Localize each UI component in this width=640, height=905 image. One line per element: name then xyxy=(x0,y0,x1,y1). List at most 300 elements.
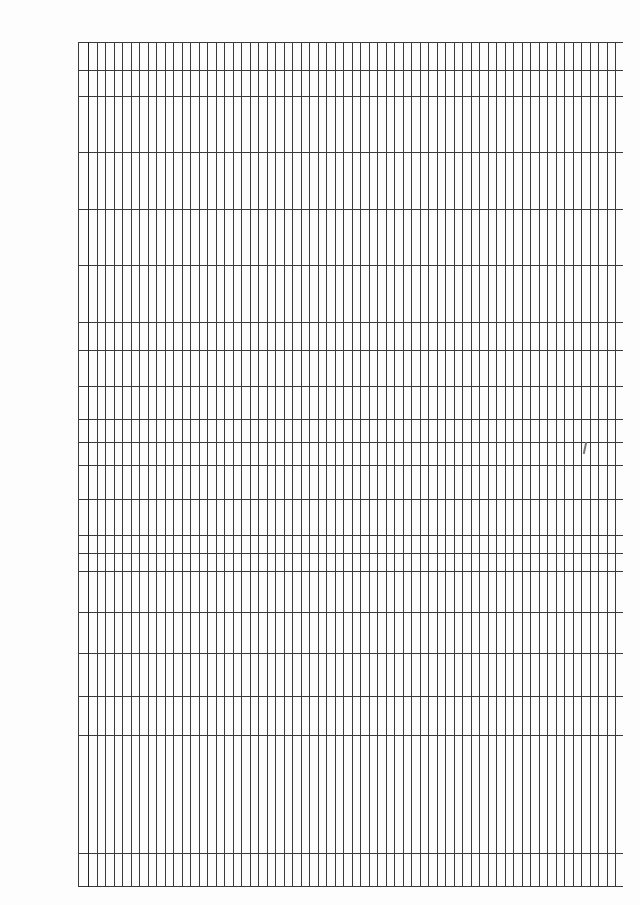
table-cell xyxy=(191,350,200,386)
table-cell xyxy=(463,612,472,653)
table-cell xyxy=(369,386,378,419)
table-cell xyxy=(182,466,191,499)
table-cell xyxy=(114,386,123,419)
table-cell xyxy=(463,209,472,265)
table-cell xyxy=(259,96,268,152)
table-cell xyxy=(267,71,276,97)
table-cell xyxy=(454,535,463,553)
table-cell xyxy=(148,553,157,571)
table-cell xyxy=(403,43,412,71)
table-cell xyxy=(531,322,540,350)
table-cell xyxy=(599,386,608,419)
table-cell xyxy=(599,96,608,152)
table-cell xyxy=(522,553,531,571)
table-cell xyxy=(556,43,565,71)
table-cell xyxy=(616,43,624,71)
table-cell xyxy=(284,386,293,419)
table-cell xyxy=(191,71,200,97)
table-cell xyxy=(174,535,183,553)
table-cell xyxy=(284,96,293,152)
table-cell xyxy=(429,209,438,265)
table-cell xyxy=(429,853,438,886)
table-cell xyxy=(463,420,472,443)
table-cell xyxy=(225,266,234,322)
table-cell xyxy=(267,553,276,571)
table-cell xyxy=(412,571,421,612)
table-cell xyxy=(182,612,191,653)
table-cell xyxy=(165,571,174,612)
table-cell xyxy=(497,499,506,535)
table-cell xyxy=(522,96,531,152)
table-cell xyxy=(293,735,302,853)
table-cell xyxy=(480,71,489,97)
table-cell xyxy=(616,322,624,350)
table-cell xyxy=(412,553,421,571)
table-cell xyxy=(318,96,327,152)
table-cell xyxy=(454,443,463,466)
table-cell xyxy=(182,553,191,571)
table-cell xyxy=(590,466,599,499)
table-cell xyxy=(437,535,446,553)
table-cell xyxy=(386,71,395,97)
table-cell xyxy=(148,322,157,350)
table-cell xyxy=(369,350,378,386)
table-cell xyxy=(327,697,336,735)
table-cell xyxy=(437,420,446,443)
table-cell xyxy=(318,466,327,499)
table-cell xyxy=(454,466,463,499)
table-cell xyxy=(97,322,106,350)
table-cell xyxy=(335,266,344,322)
table-cell xyxy=(267,735,276,853)
table-cell xyxy=(548,43,557,71)
table-cell xyxy=(556,153,565,209)
table-cell xyxy=(327,443,336,466)
table-cell xyxy=(318,71,327,97)
table-cell xyxy=(310,386,319,419)
table-cell xyxy=(123,571,132,612)
table-cell xyxy=(386,612,395,653)
table-cell xyxy=(284,612,293,653)
table-cell xyxy=(403,553,412,571)
table-cell xyxy=(335,853,344,886)
table-cell xyxy=(599,535,608,553)
table-cell xyxy=(573,350,582,386)
table-cell xyxy=(556,443,565,466)
table-cell xyxy=(446,853,455,886)
table-cell xyxy=(386,266,395,322)
table-cell xyxy=(344,653,353,697)
table-cell xyxy=(573,96,582,152)
table-cell xyxy=(556,853,565,886)
table-cell xyxy=(259,853,268,886)
table-cell xyxy=(429,96,438,152)
table-cell xyxy=(531,209,540,265)
table-cell xyxy=(284,71,293,97)
table-cell xyxy=(497,71,506,97)
table-cell xyxy=(539,386,548,419)
table-cell xyxy=(471,553,480,571)
table-cell xyxy=(361,653,370,697)
table-row xyxy=(403,43,412,887)
table-cell xyxy=(607,322,616,350)
table-cell xyxy=(140,266,149,322)
table-cell xyxy=(293,322,302,350)
table-cell xyxy=(599,71,608,97)
table-cell xyxy=(250,571,259,612)
table-cell xyxy=(548,653,557,697)
table-cell xyxy=(174,612,183,653)
table-cell xyxy=(276,735,285,853)
table-cell xyxy=(607,153,616,209)
table-cell xyxy=(233,153,242,209)
table-cell xyxy=(344,266,353,322)
table-cell xyxy=(216,153,225,209)
table-cell xyxy=(386,535,395,553)
table-cell xyxy=(259,71,268,97)
table-cell xyxy=(335,443,344,466)
table-cell xyxy=(242,386,251,419)
table-cell xyxy=(165,653,174,697)
table-cell xyxy=(293,153,302,209)
table-cell xyxy=(191,153,200,209)
column-header xyxy=(79,153,89,209)
table-cell xyxy=(369,420,378,443)
table-cell xyxy=(471,443,480,466)
table-cell xyxy=(123,853,132,886)
table-cell xyxy=(582,43,591,71)
table-cell xyxy=(607,499,616,535)
table-cell xyxy=(199,386,208,419)
table-row xyxy=(165,43,174,887)
table-cell xyxy=(174,420,183,443)
table-cell xyxy=(182,266,191,322)
table-row xyxy=(123,43,132,887)
table-cell xyxy=(395,153,404,209)
table-cell xyxy=(480,735,489,853)
table-cell xyxy=(531,350,540,386)
table-cell xyxy=(386,697,395,735)
table-cell xyxy=(123,735,132,853)
table-cell xyxy=(497,735,506,853)
table-cell xyxy=(148,420,157,443)
table-cell xyxy=(233,420,242,443)
table-cell xyxy=(378,420,387,443)
table-cell xyxy=(446,571,455,612)
table-cell xyxy=(233,443,242,466)
table-cell xyxy=(225,553,234,571)
table-cell xyxy=(165,43,174,71)
table-cell xyxy=(140,71,149,97)
table-cell xyxy=(293,266,302,322)
table-cell xyxy=(89,266,98,322)
table-cell xyxy=(165,209,174,265)
table-cell xyxy=(97,350,106,386)
table-cell xyxy=(225,43,234,71)
table-cell xyxy=(361,499,370,535)
table-cell xyxy=(412,43,421,71)
table-cell xyxy=(497,466,506,499)
table-cell xyxy=(131,443,140,466)
table-cell xyxy=(514,466,523,499)
table-row xyxy=(148,43,157,887)
table-cell xyxy=(599,153,608,209)
table-cell xyxy=(556,499,565,535)
table-cell xyxy=(480,853,489,886)
table-cell xyxy=(378,735,387,853)
table-cell xyxy=(556,322,565,350)
table-cell xyxy=(539,735,548,853)
table-cell xyxy=(539,466,548,499)
table-cell xyxy=(403,735,412,853)
table-cell xyxy=(420,350,429,386)
table-cell xyxy=(310,612,319,653)
table-cell xyxy=(293,420,302,443)
table-cell xyxy=(225,443,234,466)
table-cell xyxy=(165,697,174,735)
table-cell xyxy=(437,697,446,735)
table-cell xyxy=(480,386,489,419)
table-cell xyxy=(301,443,310,466)
table-cell xyxy=(548,350,557,386)
table-cell xyxy=(522,209,531,265)
table-cell xyxy=(539,322,548,350)
table-cell xyxy=(386,499,395,535)
table-cell xyxy=(233,553,242,571)
table-cell xyxy=(437,322,446,350)
table-cell xyxy=(208,499,217,535)
table-cell xyxy=(582,653,591,697)
table-cell xyxy=(259,535,268,553)
table-cell xyxy=(403,266,412,322)
table-cell xyxy=(225,209,234,265)
table-cell xyxy=(437,735,446,853)
table-cell xyxy=(157,653,166,697)
table-cell xyxy=(480,612,489,653)
table-cell xyxy=(522,499,531,535)
table-cell xyxy=(250,43,259,71)
table-cell xyxy=(369,697,378,735)
table-cell xyxy=(412,735,421,853)
table-cell xyxy=(514,553,523,571)
table-cell xyxy=(344,43,353,71)
table-cell xyxy=(497,350,506,386)
table-row xyxy=(208,43,217,887)
column-header xyxy=(79,653,89,697)
table-cell xyxy=(548,266,557,322)
table-cell xyxy=(573,612,582,653)
table-row xyxy=(488,43,497,887)
table-cell xyxy=(97,612,106,653)
table-row xyxy=(242,43,251,887)
table-cell xyxy=(131,420,140,443)
table-cell xyxy=(573,853,582,886)
table-cell xyxy=(123,535,132,553)
table-cell xyxy=(463,96,472,152)
table-cell xyxy=(123,209,132,265)
table-cell xyxy=(497,386,506,419)
table-cell xyxy=(573,420,582,443)
table-cell xyxy=(514,266,523,322)
table-cell xyxy=(318,499,327,535)
table-cell xyxy=(420,386,429,419)
table-cell xyxy=(395,266,404,322)
table-cell xyxy=(89,96,98,152)
table-cell xyxy=(454,209,463,265)
table-cell xyxy=(242,350,251,386)
table-cell xyxy=(412,153,421,209)
table-cell xyxy=(157,43,166,71)
table-cell xyxy=(573,266,582,322)
table-cell xyxy=(454,420,463,443)
table-cell xyxy=(412,853,421,886)
table-cell xyxy=(199,535,208,553)
table-cell xyxy=(225,653,234,697)
table-cell xyxy=(616,653,624,697)
table-cell xyxy=(420,535,429,553)
table-cell xyxy=(242,499,251,535)
table-cell xyxy=(471,153,480,209)
table-cell xyxy=(616,96,624,152)
table-cell xyxy=(131,653,140,697)
table-cell xyxy=(412,209,421,265)
table-cell xyxy=(573,322,582,350)
table-cell xyxy=(369,96,378,152)
table-cell xyxy=(607,735,616,853)
table-cell xyxy=(250,266,259,322)
table-cell xyxy=(616,266,624,322)
table-cell xyxy=(505,571,514,612)
table-cell xyxy=(97,71,106,97)
table-cell xyxy=(148,43,157,71)
table-cell xyxy=(293,466,302,499)
table-cell xyxy=(327,43,336,71)
table-cell xyxy=(106,43,115,71)
table-cell xyxy=(250,153,259,209)
table-cell xyxy=(148,612,157,653)
table-cell xyxy=(616,853,624,886)
table-cell xyxy=(199,697,208,735)
table-cell xyxy=(293,697,302,735)
table-row xyxy=(386,43,395,887)
table-cell xyxy=(395,535,404,553)
table-cell xyxy=(378,386,387,419)
table-cell xyxy=(250,535,259,553)
table-cell xyxy=(276,153,285,209)
table-cell xyxy=(97,386,106,419)
table-cell xyxy=(463,266,472,322)
table-cell xyxy=(548,209,557,265)
table-cell xyxy=(284,735,293,853)
table-cell xyxy=(480,535,489,553)
table-cell xyxy=(471,43,480,71)
table-cell xyxy=(607,535,616,553)
table-cell xyxy=(607,96,616,152)
table-cell xyxy=(454,697,463,735)
table-cell xyxy=(335,571,344,612)
table-cell xyxy=(352,466,361,499)
table-cell xyxy=(378,612,387,653)
table-cell xyxy=(437,266,446,322)
table-cell xyxy=(437,612,446,653)
table-cell xyxy=(182,735,191,853)
table-cell xyxy=(97,553,106,571)
table-cell xyxy=(454,322,463,350)
table-cell xyxy=(157,209,166,265)
table-cell xyxy=(573,697,582,735)
table-cell xyxy=(191,571,200,612)
table-cell xyxy=(318,350,327,386)
table-cell xyxy=(199,350,208,386)
table-cell xyxy=(378,266,387,322)
table-cell xyxy=(148,71,157,97)
table-cell xyxy=(310,653,319,697)
table-cell xyxy=(471,209,480,265)
table-cell xyxy=(378,96,387,152)
table-cell xyxy=(505,443,514,466)
table-cell xyxy=(335,553,344,571)
table-cell xyxy=(573,553,582,571)
table-cell xyxy=(208,571,217,612)
table-cell xyxy=(420,420,429,443)
table-cell xyxy=(242,853,251,886)
table-cell xyxy=(131,571,140,612)
table-cell xyxy=(344,153,353,209)
table-cell xyxy=(395,96,404,152)
table-cell xyxy=(369,153,378,209)
table-cell xyxy=(327,153,336,209)
table-cell xyxy=(344,71,353,97)
table-row xyxy=(539,43,548,887)
column-header xyxy=(79,612,89,653)
table-cell xyxy=(446,386,455,419)
table-row xyxy=(259,43,268,887)
table-cell xyxy=(114,266,123,322)
table-cell xyxy=(514,697,523,735)
table-cell xyxy=(386,350,395,386)
table-cell xyxy=(412,653,421,697)
table-cell xyxy=(463,553,472,571)
table-cell xyxy=(106,71,115,97)
table-cell xyxy=(225,96,234,152)
table-cell xyxy=(565,853,574,886)
table-cell xyxy=(361,322,370,350)
table-cell xyxy=(208,153,217,209)
table-cell xyxy=(276,350,285,386)
table-cell xyxy=(505,209,514,265)
table-cell xyxy=(233,386,242,419)
table-cell xyxy=(352,43,361,71)
table-cell xyxy=(607,420,616,443)
table-cell xyxy=(335,71,344,97)
table-cell xyxy=(182,209,191,265)
table-cell xyxy=(318,553,327,571)
table-cell xyxy=(522,653,531,697)
table-cell xyxy=(318,209,327,265)
table-cell xyxy=(556,209,565,265)
table-cell xyxy=(174,853,183,886)
table-cell xyxy=(242,266,251,322)
table-cell xyxy=(216,697,225,735)
table-cell xyxy=(573,43,582,71)
table-cell xyxy=(89,653,98,697)
table-cell xyxy=(106,96,115,152)
table-cell xyxy=(89,571,98,612)
column-header xyxy=(79,96,89,152)
table-cell xyxy=(106,466,115,499)
table-cell xyxy=(565,499,574,535)
table-cell xyxy=(276,322,285,350)
